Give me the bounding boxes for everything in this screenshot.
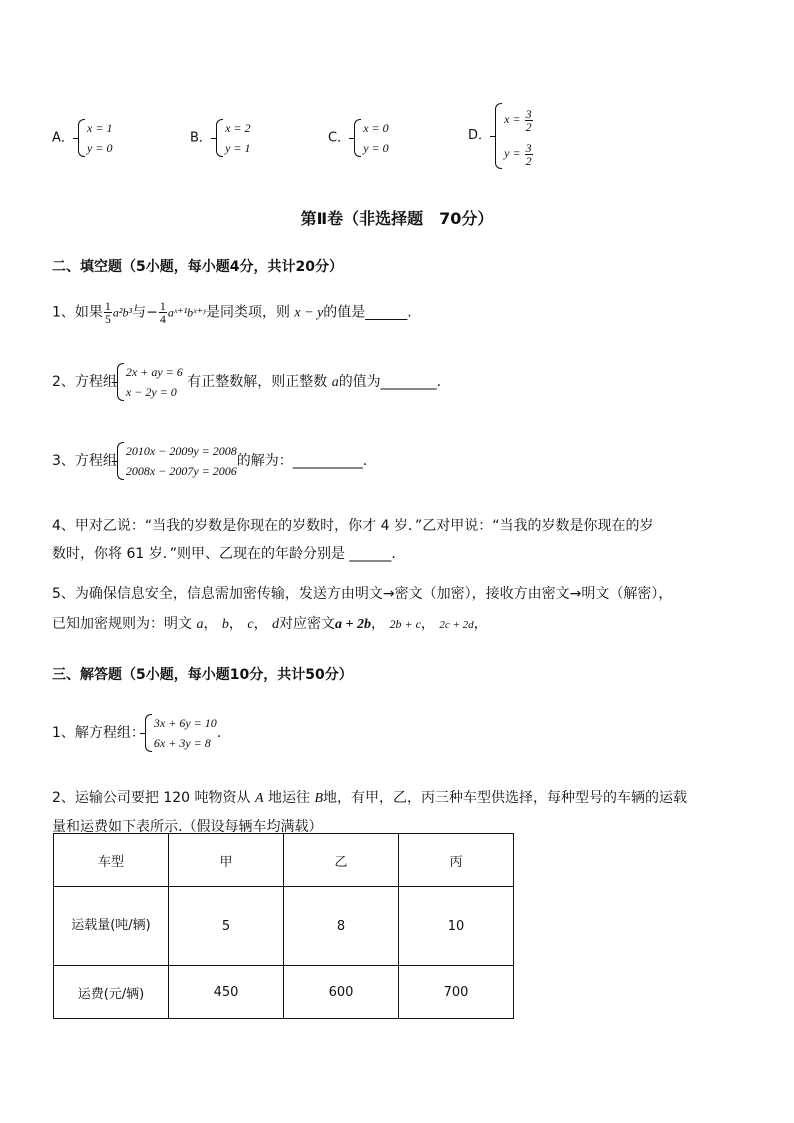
option-d-eq2: y = $\frac{3}{2}$ <box>504 140 532 168</box>
s2-question-2: 2、方程组 2x + ay = 6 x − 2y = 0 有正整数解，则正整数 a的值为________. <box>52 362 441 402</box>
option-d-eq1: x = $\frac{3}{2}$ <box>504 106 532 134</box>
option-a-eq2: y = 0 <box>87 141 113 155</box>
table-header-cell: 车型 <box>54 834 169 887</box>
option-c-eq2: y = 0 <box>363 141 389 155</box>
part-title: 第Ⅱ卷（非选择题 70分） <box>300 209 494 228</box>
table-cell: 运费(元/辆) <box>54 966 169 1019</box>
option-b-label: B． <box>190 130 212 146</box>
section3-title: 三、解答题（5小题，每小题10分，共计50分） <box>52 667 353 683</box>
option-b <box>190 118 251 158</box>
table-header-row <box>54 834 514 887</box>
option-d <box>468 102 534 170</box>
option-c-label: C． <box>328 130 351 146</box>
option-d-frac2: $\frac{3}{2}$ <box>525 140 532 168</box>
table-header-cell: 甲 <box>169 834 284 887</box>
option-d-label: D． <box>468 128 492 143</box>
s2q2-system: 2x + ay = 6 x − 2y = 0 <box>117 362 183 402</box>
option-a-eq1: x = 1 <box>87 121 113 135</box>
s2-question-3: 3、方程组 2010x − 2009y = 2008 2008x − 2007y = 2006 的解为：__________. <box>52 441 367 481</box>
table-cell: 5 <box>169 887 284 966</box>
table-row <box>54 966 514 1019</box>
table-header-cell: 乙 <box>284 834 399 887</box>
table-cell: 10 <box>399 887 514 966</box>
section2-title: 二、填空题（5小题，每小题4分，共计20分） <box>52 259 343 275</box>
option-d-frac1: $\frac{3}{2}$ <box>525 106 532 134</box>
table-header-cell: 丙 <box>399 834 514 887</box>
s2-question-4: 4、甲对乙说：“当我的岁数是你现在的岁数时，你才 4 岁．”乙对甲说：“当我的岁数是你现在的岁 数时，你将 61 岁．”则甲、乙现在的年龄分别是 ______. <box>52 518 654 562</box>
s2-question-1: 1、如果 $\frac{1}{5}$ a²b³与− $\frac{1}{4}$ aˣ⁺¹bˣ⁺ʸ是同类项，则 x − y的值是______. <box>52 299 412 326</box>
s2q1-frac1: $\frac{1}{5}$ <box>104 299 111 326</box>
option-b-eq1: x = 2 <box>225 121 251 135</box>
table-cell: 700 <box>399 966 514 1019</box>
option-b-system <box>216 118 250 158</box>
s3-question-1: 1、解方程组： 3x + 6y = 10 6x + 3y = 8 . <box>52 713 221 753</box>
option-a <box>52 118 112 158</box>
table-cell: 450 <box>169 966 284 1019</box>
option-a-label: A． <box>52 130 74 146</box>
table-cell: 运载量(吨/辆) <box>54 887 169 966</box>
option-c-eq1: x = 0 <box>363 121 389 135</box>
option-b-eq2: y = 1 <box>225 141 251 155</box>
option-c-system <box>354 118 388 158</box>
table-cell: 600 <box>284 966 399 1019</box>
s3-question-2: 2、运输公司要把 120 吨物资从 A 地运往 B地，有甲，乙，丙三种车型供选择，每种型号的车辆的运载 量和运费如下表所示.（假设每辆车均满载） <box>52 790 688 835</box>
vehicle-table <box>53 833 514 1019</box>
option-d-system <box>495 102 533 170</box>
option-c <box>328 118 389 158</box>
s2q1-frac2: $\frac{1}{4}$ <box>159 299 166 326</box>
s2-question-5: 5、为确保信息安全，信息需加密传输，发送方由明文→密文（加密），接收方由密文→明文（解密）， 已知加密规则为：明文 a， b， c， d对应密文a + 2b， 2b + c， 2c + 2d， <box>52 586 673 632</box>
table-row <box>54 887 514 966</box>
s3q1-system: 3x + 6y = 10 6x + 3y = 8 <box>145 713 217 753</box>
table-cell: 8 <box>284 887 399 966</box>
option-a-system <box>78 118 112 158</box>
s2q3-system: 2010x − 2009y = 2008 2008x − 2007y = 2006 <box>117 441 237 481</box>
